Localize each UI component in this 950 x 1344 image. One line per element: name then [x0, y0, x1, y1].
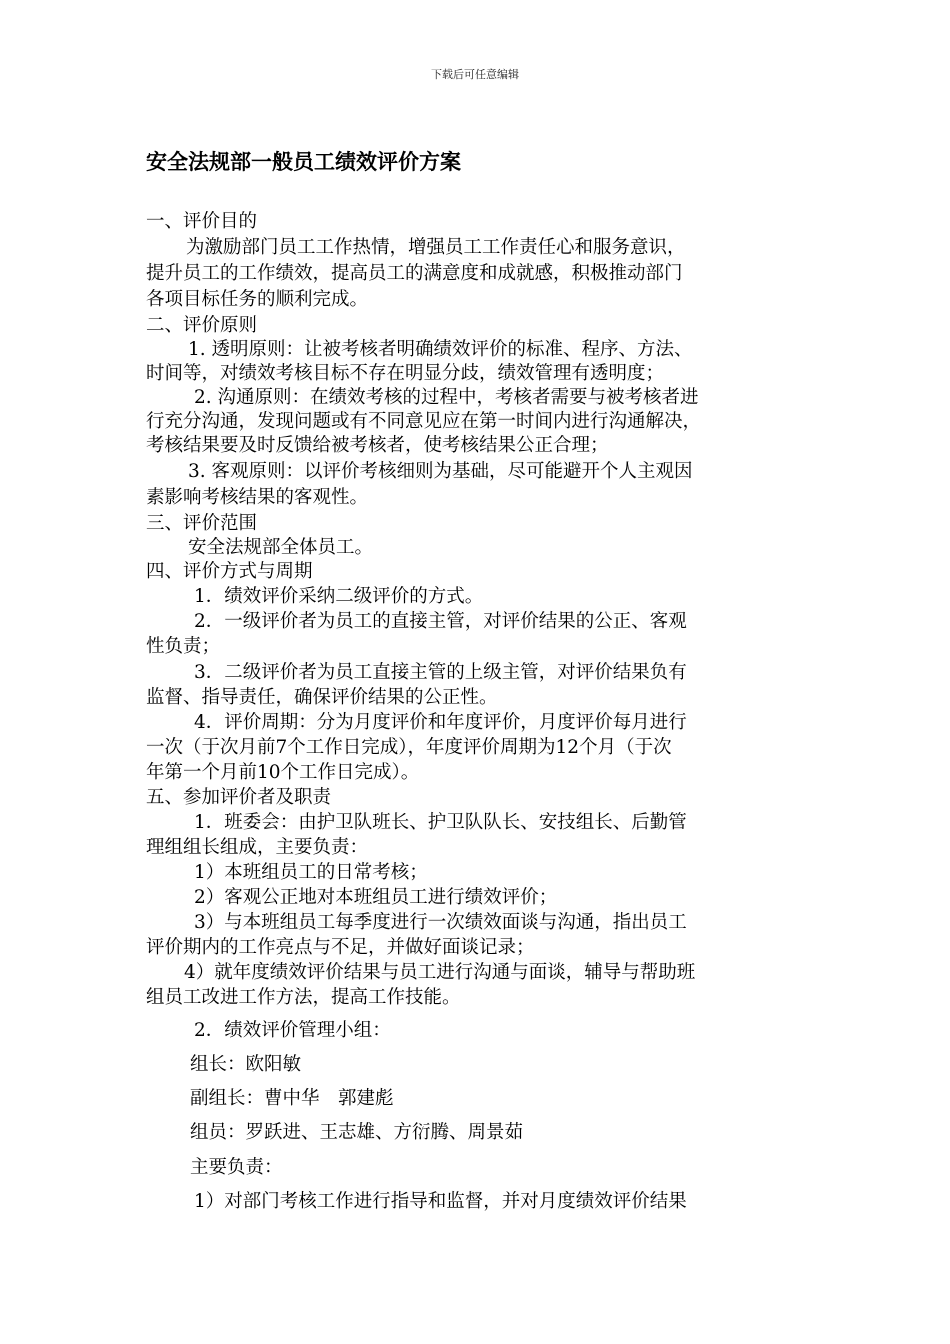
page-header: 下载后可任意编辑 [431, 68, 519, 81]
paragraph-line: 行充分沟通，发现问题或有不同意见应在第一时间内进行沟通解决， [146, 411, 702, 432]
section-heading: 一、评价目的 [146, 211, 258, 232]
paragraph-line: 一次（于次月前7个工作日完成），年度评价周期为12个月（于次 [146, 737, 672, 758]
paragraph-line: 2. 沟通原则：在绩效考核的过程中，考核者需要与被考核者进 [194, 387, 699, 408]
paragraph-line: 4．评价周期：分为月度评价和年度评价，月度评价每月进行 [194, 712, 687, 733]
paragraph-line: 组员：罗跃进、王志雄、方衍腾、周景茹 [190, 1122, 524, 1143]
paragraph-line: 主要负责： [190, 1157, 283, 1178]
section-heading: 四、评价方式与周期 [146, 561, 313, 582]
paragraph-line: 2．一级评价者为员工的直接主管，对评价结果的公正、客观 [194, 611, 687, 632]
paragraph-line: 提升员工的工作绩效，提高员工的满意度和成就感，积极推动部门 [146, 263, 683, 284]
paragraph-line: 2．绩效评价管理小组： [194, 1020, 391, 1041]
paragraph-line: 年第一个月前10个工作日完成）。 [146, 762, 420, 783]
paragraph-line: 副组长：曹中华 郭建彪 [190, 1088, 394, 1109]
paragraph-line: 1）对部门考核工作进行指导和监督，并对月度绩效评价结果 [194, 1191, 687, 1212]
paragraph-line: 1）本班组员工的日常考核； [194, 862, 428, 883]
paragraph-line: 1．班委会：由护卫队班长、护卫队队长、安技组长、后勤管 [194, 812, 687, 833]
section-heading: 五、参加评价者及职责 [146, 787, 332, 808]
paragraph-line: 理组组长组成，主要负责： [146, 837, 369, 858]
paragraph-line: 为激励部门员工工作热情，增强员工工作责任心和服务意识， [186, 237, 686, 258]
paragraph-line: 安全法规部全体员工。 [188, 537, 374, 558]
paragraph-line: 素影响考核结果的客观性。 [146, 487, 369, 508]
paragraph-line: 考核结果要及时反馈给被考核者，使考核结果公正合理； [146, 435, 609, 456]
paragraph-line: 组长：欧阳敏 [190, 1054, 302, 1075]
paragraph-line: 时间等，对绩效考核目标不存在明显分歧，绩效管理有透明度； [146, 363, 665, 384]
paragraph-line: 评价期内的工作亮点与不足，并做好面谈记录； [146, 937, 535, 958]
paragraph-line: 监督、指导责任，确保评价结果的公正性。 [146, 687, 498, 708]
paragraph-line: 3）与本班组员工每季度进行一次绩效面谈与沟通，指出员工 [194, 912, 687, 933]
paragraph-line: 4）就年度绩效评价结果与员工进行沟通与面谈，辅导与帮助班 [184, 962, 696, 983]
paragraph-line: 各项目标任务的顺利完成。 [146, 289, 369, 310]
paragraph-line: 性负责； [146, 636, 221, 657]
section-heading: 三、评价范围 [146, 513, 258, 534]
paragraph-line: 2）客观公正地对本班组员工进行绩效评价； [194, 887, 558, 908]
paragraph-line: 1. 透明原则：让被考核者明确绩效评价的标准、程序、方法、 [188, 339, 693, 360]
section-heading: 二、评价原则 [146, 315, 258, 336]
paragraph-line: 组员工改进工作方法，提高工作技能。 [146, 987, 461, 1008]
document-title: 安全法规部一般员工绩效评价方案 [146, 150, 461, 174]
paragraph-line: 3．二级评价者为员工直接主管的上级主管，对评价结果负有 [194, 662, 687, 683]
paragraph-line: 1．绩效评价采纳二级评价的方式。 [194, 586, 484, 607]
paragraph-line: 3. 客观原则：以评价考核细则为基础，尽可能避开个人主观因 [188, 461, 693, 482]
